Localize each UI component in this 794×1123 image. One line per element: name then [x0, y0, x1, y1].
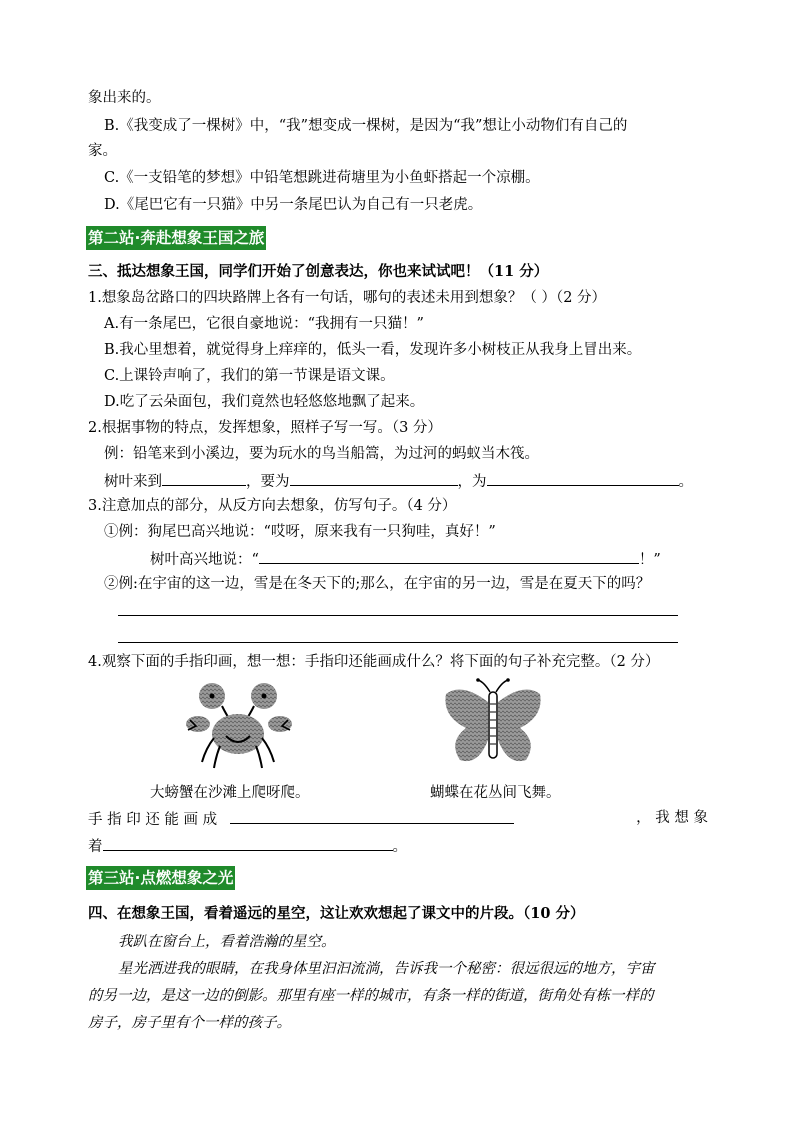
option-b-line1: B.《我变成了一棵树》中，“我”想变成一棵树，是因为“我”想让小动物们有自己的: [104, 118, 628, 134]
q3-fill-1: [150, 548, 661, 570]
q4-fill2-suffix: 。: [392, 839, 407, 855]
passage-line-1: 我趴在窗台上，看着浩瀚的星空。: [118, 934, 336, 950]
q4-blank-1[interactable]: [230, 808, 514, 824]
q4-stem: 4.观察下面的手指印画，想一想：手指印还能画成什么？将下面的句子补充完整。（2 分）: [88, 654, 660, 670]
q4-fill-line-1: [88, 808, 708, 830]
q4-fill-prefix: 手 指 印 还 能 画 成: [88, 812, 218, 828]
butterfly-fingerprint-image: [438, 678, 548, 772]
crab-fingerprint-image: [178, 676, 302, 772]
q2-fill-c: ，为: [457, 474, 487, 490]
q2-fill-line: [104, 470, 693, 492]
q3-stem: 3.注意加点的部分，从反方向去想象，仿写句子。（4 分）: [88, 498, 457, 514]
q1-stem: 1.想象岛岔路口的四块路牌上各有一句话，哪句的表述未用到想象？（ ）（2 分）: [88, 290, 607, 306]
q2-example: 例：铅笔来到小溪边，要为玩水的鸟当船篙，为过河的蚂蚁当木筏。: [104, 446, 539, 462]
station3-banner: 第三站·点燃想象之光: [86, 866, 235, 890]
q2-blank-1[interactable]: [162, 470, 246, 486]
q3-blank-1[interactable]: [259, 548, 639, 564]
option-d: D.《尾巴它有一只猫》中另一条尾巴认为自己有一只老虎。: [104, 197, 483, 213]
q1-option-b: B.我心里想着，就觉得身上痒痒的，低头一看，发现许多小树枝正从我身上冒出来。: [104, 342, 642, 358]
q3-fill-suffix: ！”: [638, 552, 661, 568]
q1-option-a: A.有一条尾巴，它很自豪地说：“我拥有一只猫！”: [104, 316, 424, 332]
q4-fill-suffix: ， 我 想 象: [636, 810, 708, 826]
option-c: C.《一支铅笔的梦想》中铅笔想跳进荷塘里为小鱼虾搭起一个凉棚。: [104, 170, 540, 186]
q3-answer-line-1[interactable]: [118, 615, 678, 616]
q1-option-d: D.吃了云朵面包，我们竟然也轻悠悠地飘了起来。: [104, 394, 425, 410]
caption-butterfly: 蝴蝶在花丛间飞舞。: [430, 785, 561, 801]
q2-blank-3[interactable]: [487, 470, 679, 486]
section4-title: 四、在想象王国，看着遥远的星空，这让欢欢想起了课文中的片段。（10 分）: [88, 905, 585, 922]
q3-example-2: ②例:在宇宙的这一边，雪是在冬天下的;那么，在宇宙的另一边，雪是在夏天下的吗？: [104, 576, 651, 592]
q3-answer-line-2[interactable]: [118, 642, 678, 643]
text-line-0: 象出来的。: [88, 90, 161, 106]
q4-fill2-prefix: 着: [88, 839, 103, 855]
q4-fill-line-2: [88, 835, 407, 857]
q4-blank-2[interactable]: [103, 835, 393, 851]
q2-fill-b: ，要为: [246, 474, 290, 490]
passage-line-2: 星光洒进我的眼睛，在我身体里汩汩流淌，告诉我一个秘密：很远很远的地方，宇宙: [118, 961, 655, 977]
caption-crab: 大螃蟹在沙滩上爬呀爬。: [150, 785, 310, 801]
section3-title: 三、抵达想象王国，同学们开始了创意表达，你也来试试吧！（11 分）: [88, 263, 549, 280]
option-b-line2: 家。: [88, 143, 117, 159]
station2-banner: 第二站·奔赴想象王国之旅: [86, 226, 266, 250]
passage-line-4: 房子，房子里有个一样的孩子。: [88, 1015, 291, 1031]
passage-line-3: 的另一边，是这一边的倒影。那里有座一样的城市，有条一样的街道，街角处有栋一样的: [88, 988, 654, 1004]
q3-fill-prefix: 树叶高兴地说：“: [150, 552, 259, 568]
q2-blank-2[interactable]: [290, 470, 458, 486]
q2-fill-d: 。: [678, 474, 693, 490]
q2-stem: 2.根据事物的特点，发挥想象，照样子写一写。（3 分）: [88, 420, 442, 436]
q1-option-c: C.上课铃声响了，我们的第一节课是语文课。: [104, 368, 395, 384]
q3-example-1: ①例：狗尾巴高兴地说：“哎呀，原来我有一只狗哇，真好！”: [104, 524, 496, 540]
q2-fill-a: 树叶来到: [104, 474, 162, 490]
